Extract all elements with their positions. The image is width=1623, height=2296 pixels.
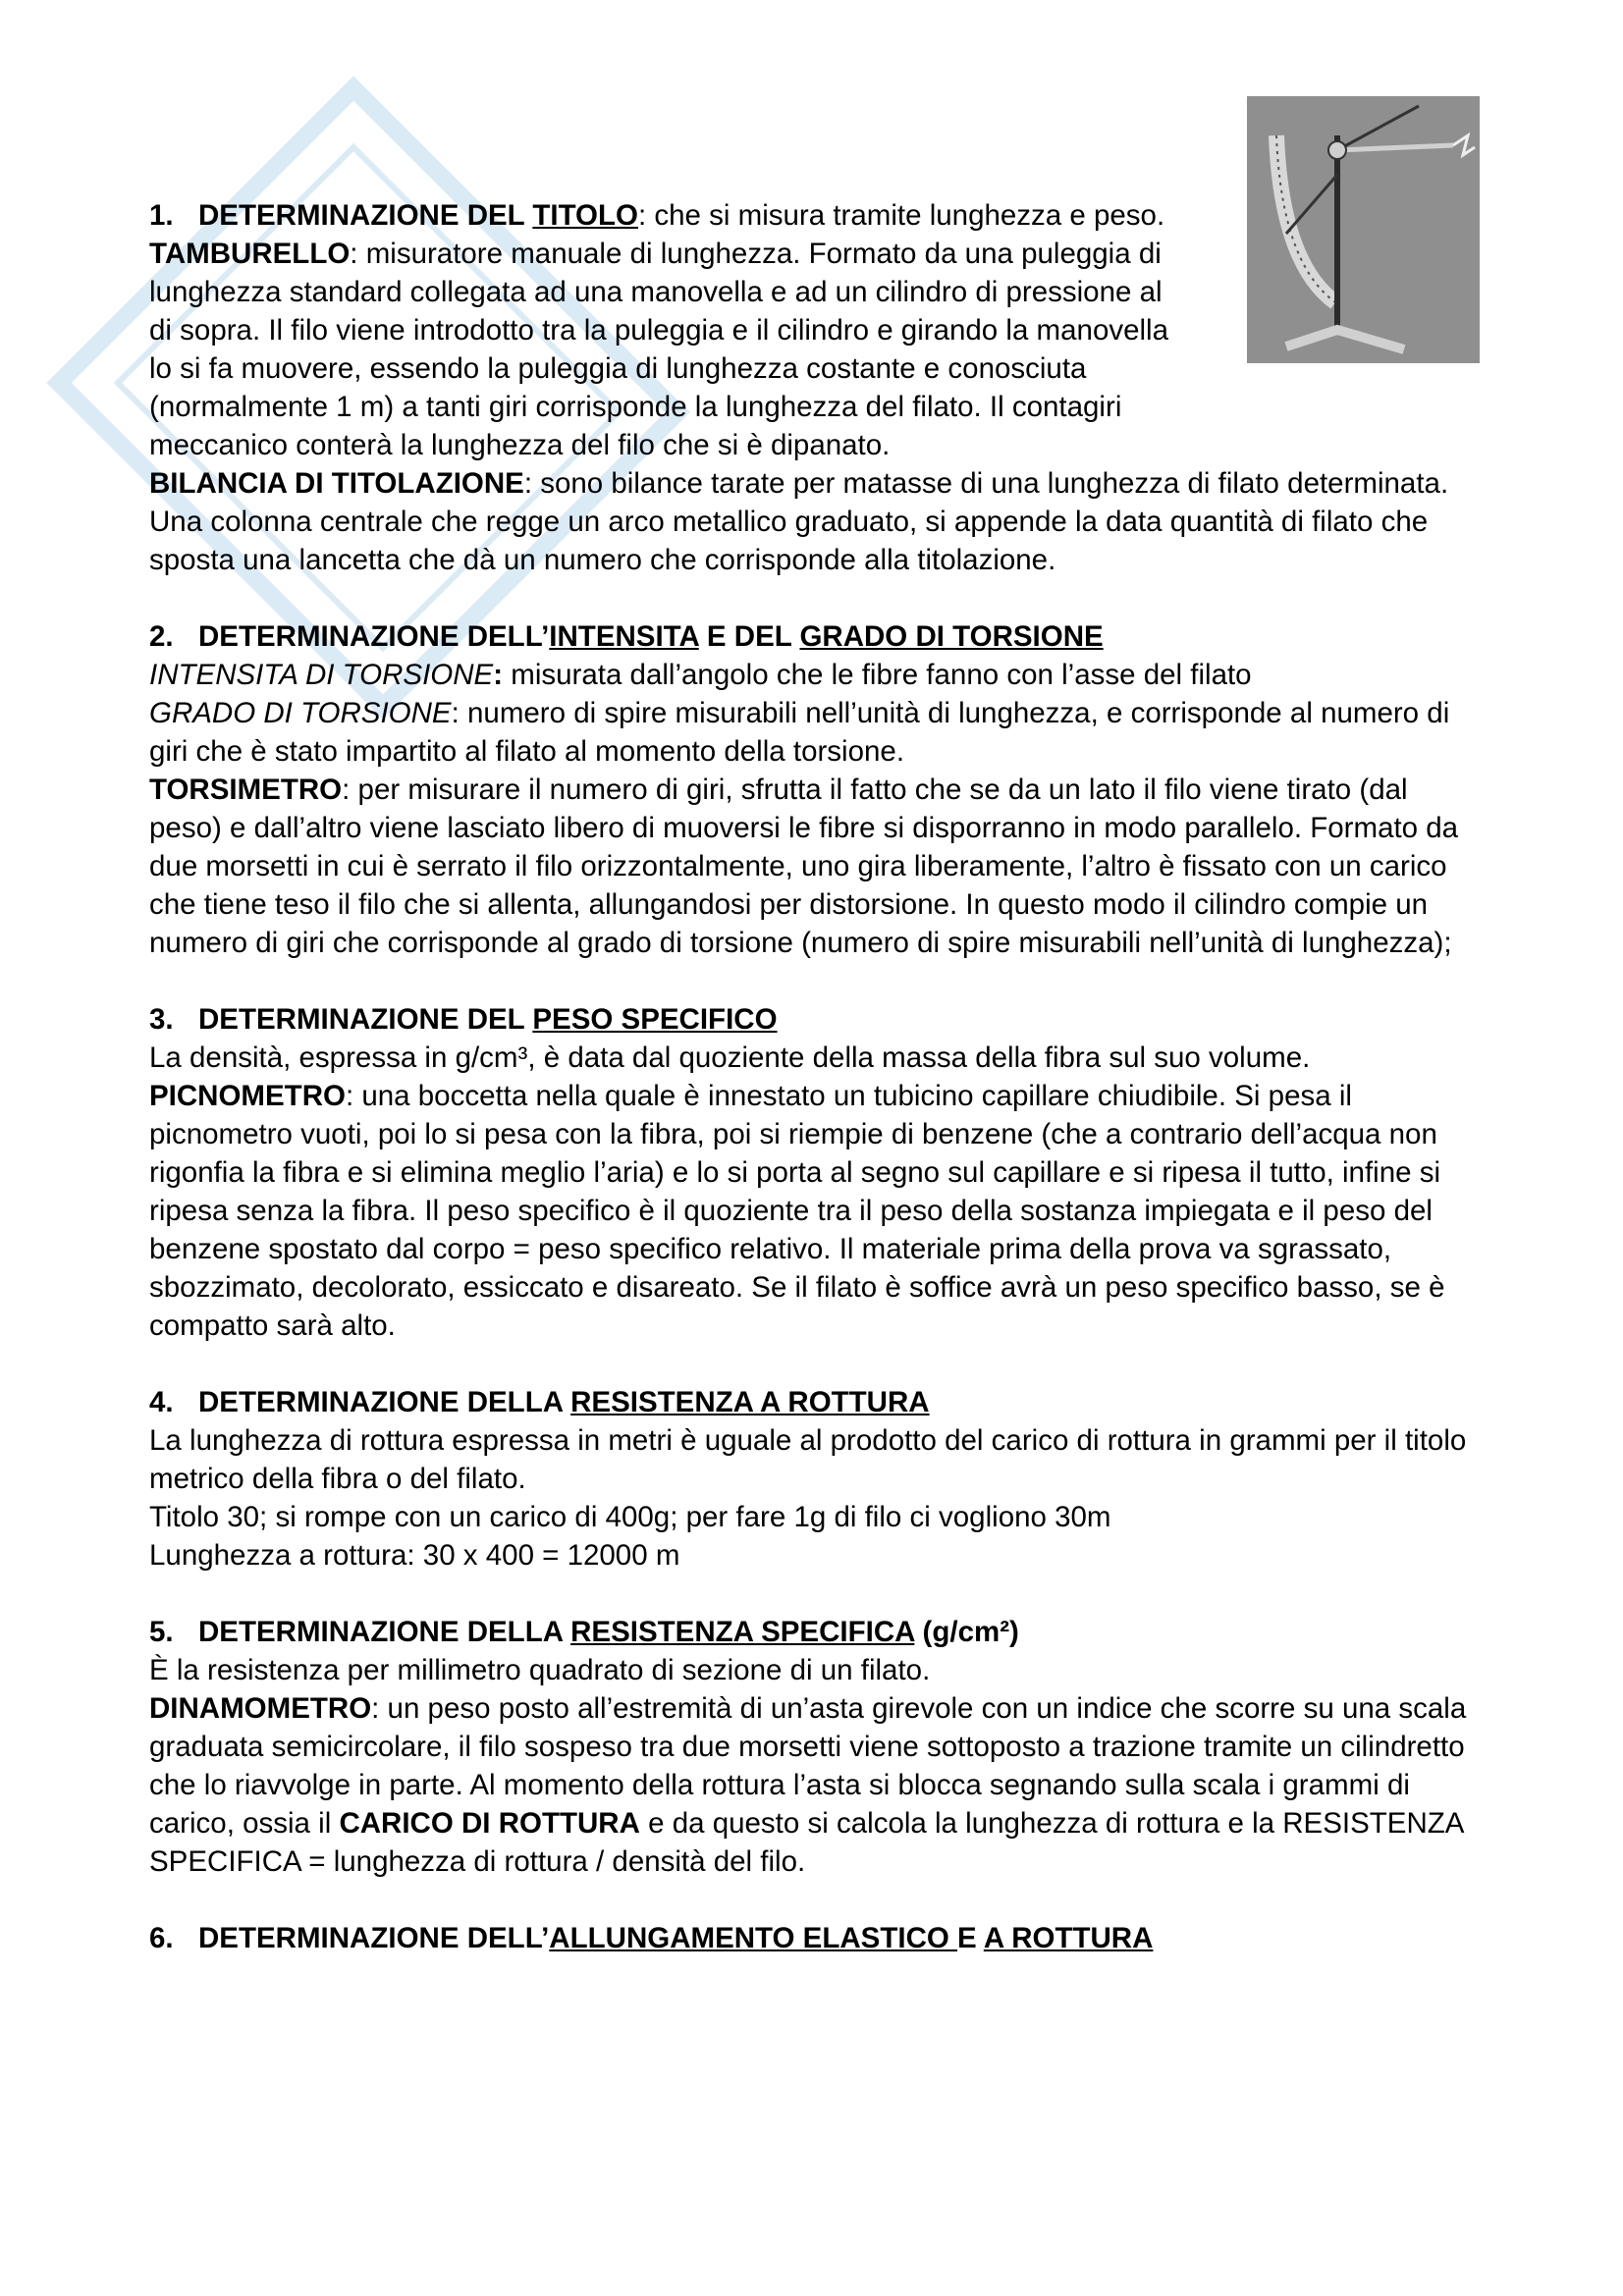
peso-specifico-intro: La densità, espressa in g/cm³, è data dal quoziente della massa della fibra sul suo volume.: [149, 1041, 1311, 1074]
picnometro-text: : una boccetta nella quale è innestato un tubicino capillare chiudibile. Si pesa il picnometro vuoti, poi lo si pesa con la fibra, poi si riempie di benzene (che a contrario dell’acqua non rigonfia la fibra e si elimina meglio l’aria) e lo si porta al segno sul capillare e si ripesa il tutto, infine si ripesa senza la fibra. Il peso specifico è il quoziente tra il peso della sostanza impiegata e il peso del benzene spostato dal corpo = peso specifico relativo. Il materiale prima della prova va sgrassato, sbozzimato, decolorato, essiccato e disareato. Se il filato è soffice avrà un peso specifico basso, se è compatto sarà alto.: [149, 1080, 1445, 1342]
bilancia-term: BILANCIA DI TITOLAZIONE: [149, 467, 524, 500]
section-4-heading: [149, 1383, 1485, 1421]
tamburello-paragraph: [149, 235, 1190, 464]
dinamometro-text-a: : un peso posto all’estremità di un’asta girevole con un indice che scorre su una scala graduata semicircolare, il filo sospeso tra due morsetti viene sottoposto a trazione tramite un cilindretto che lo riavvolge in parte. Al momento della rottura l’asta si blocca segnando sulla scala i grammi di carico, ossia il: [149, 1692, 1467, 1840]
resistenza-rottura-definition: La lunghezza di rottura espressa in metri è uguale al prodotto del carico di rottura in grammi per il titolo metrico della fibra o del filato.: [149, 1424, 1467, 1495]
section-3-number: 3.: [149, 1003, 174, 1036]
grado-text: : numero di spire misurabili nell’unità di lunghezza, e corrisponde al numero di giri che è stato impartito al filato al momento della torsione.: [149, 697, 1450, 768]
section-3-heading-pre: DETERMINAZIONE DEL: [198, 1003, 533, 1036]
section-5-heading-pre: DETERMINAZIONE DELLA: [198, 1616, 571, 1648]
dinamometro-text-b: e da questo si calcola la lunghezza di rottura e la RESISTENZA SPECIFICA = lunghezza di rottura / densità del filo.: [149, 1807, 1463, 1878]
dinamometro-paragraph: [149, 1689, 1485, 1881]
tamburello-term: TAMBURELLO: [149, 238, 351, 270]
dinamometro-term: DINAMOMETRO: [149, 1692, 372, 1725]
section-6-heading-keyword-2: A ROTTURA: [983, 1922, 1154, 1954]
section-1-heading-post: : che si misura tramite lunghezza e peso.: [637, 199, 1165, 232]
resistenza-rottura-example: Titolo 30; si rompe con un carico di 400g; per fare 1g di filo ci vogliono 30m: [149, 1501, 1111, 1533]
section-4-number: 4.: [149, 1386, 174, 1418]
torsimetro-paragraph: [149, 771, 1485, 962]
section-5-heading: [149, 1613, 1485, 1651]
document-body: [149, 196, 1485, 1957]
section-1-heading-keyword: TITOLO: [532, 199, 638, 232]
section-6-heading-mid: E: [957, 1922, 984, 1954]
section-6-heading: [149, 1919, 1485, 1957]
section-6-number: 6.: [149, 1922, 174, 1954]
carico-rottura-term: CARICO DI ROTTURA: [339, 1807, 640, 1840]
section-5-number: 5.: [149, 1616, 174, 1648]
picnometro-term: PICNOMETRO: [149, 1080, 346, 1112]
torsimetro-term: TORSIMETRO: [149, 774, 343, 806]
section-4-heading-keyword: RESISTENZA A ROTTURA: [570, 1386, 930, 1418]
torsimetro-text: : per misurare il numero di giri, sfrutta il fatto che se da un lato il filo viene tirato (dal peso) e dall’altro viene lasciato libero di muoversi le fibre si disporranno in modo parallelo. Formato da due morsetti in cui è serrato il filo orizzontalmente, uno gira liberamente, l’altro è fissato con un carico che tiene teso il filo che si allenta, allungandosi per distorsione. In questo modo il cilindro compie un numero di giri che corrisponde al grado di torsione (numero di spire misurabili nell’unità di lunghezza);: [149, 774, 1459, 959]
intensita-term: INTENSITA DI TORSIONE: [149, 659, 494, 691]
grado-term: GRADO DI TORSIONE: [149, 697, 452, 729]
grado-paragraph: [149, 694, 1485, 771]
section-1-heading: [149, 196, 1190, 235]
picnometro-paragraph: [149, 1077, 1485, 1345]
intensita-text: misurata dall’angolo che le fibre fanno con l’asse del filato: [503, 659, 1252, 691]
section-2-number: 2.: [149, 620, 174, 653]
section-2-heading-pre: DETERMINAZIONE DELL’: [198, 620, 550, 653]
section-5-heading-unit: (g/cm²): [914, 1616, 1019, 1648]
bilancia-text: : sono bilance tarate per matasse di una lunghezza di filato determinata. Una colonna centrale che regge un arco metallico graduato, si appende la data quantità di filato che sposta una lancetta che dà un numero che corrisponde alla titolazione.: [149, 467, 1449, 576]
section-2-heading-mid: E DEL: [698, 620, 800, 653]
intensita-paragraph: [149, 656, 1485, 694]
section-6-heading-pre: DETERMINAZIONE DELL’: [198, 1922, 550, 1954]
section-5-heading-keyword: RESISTENZA SPECIFICA: [570, 1616, 915, 1648]
section-1-number: 1.: [149, 199, 174, 232]
tamburello-text: : misuratore manuale di lunghezza. Formato da una puleggia di lunghezza standard collegata ad una manovella e ad un cilindro di pressione al di sopra. Il filo viene introdotto tra la puleggia e il cilindro e girando la manovella lo si fa muovere, essendo la puleggia di lunghezza costante e conosciuta (normalmente 1 m) a tanti giri corrisponde la lunghezza del filato. Il contagiri meccanico conterà la lunghezza del filo che si è dipanato.: [149, 238, 1169, 461]
section-3-heading: [149, 1000, 1485, 1039]
section-2-heading-keyword-1: INTENSITA: [549, 620, 699, 653]
intensita-colon: :: [493, 659, 504, 691]
section-2-heading: [149, 617, 1485, 656]
section-6-heading-keyword-1: ALLUNGAMENTO ELASTICO: [549, 1922, 958, 1954]
resistenza-specifica-intro: È la resistenza per millimetro quadrato di sezione di un filato.: [149, 1654, 931, 1686]
bilancia-paragraph: [149, 464, 1485, 579]
section-2-heading-keyword-2: GRADO DI TORSIONE: [799, 620, 1104, 653]
section-1-heading-pre: DETERMINAZIONE DEL: [198, 199, 533, 232]
resistenza-rottura-result: Lunghezza a rottura: 30 x 400 = 12000 m: [149, 1539, 680, 1572]
section-4-heading-pre: DETERMINAZIONE DELLA: [198, 1386, 571, 1418]
section-3-heading-keyword: PESO SPECIFICO: [532, 1003, 778, 1036]
section-1: [149, 196, 1190, 464]
